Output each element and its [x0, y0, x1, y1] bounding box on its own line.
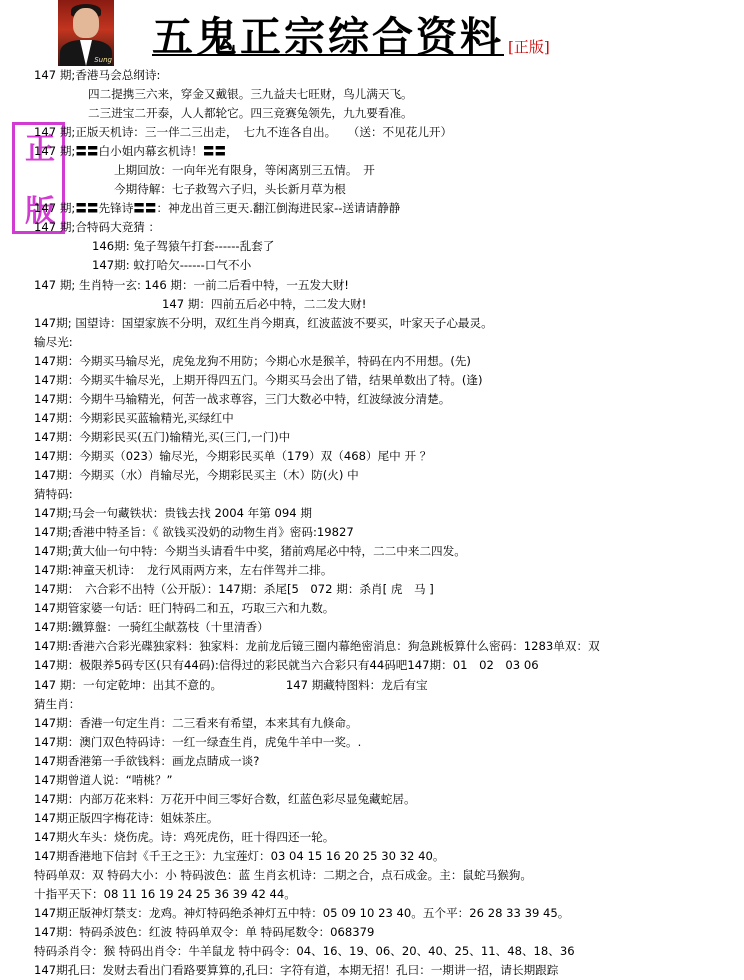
- text-line: 147期; 国望诗：国望家族不分明，双红生肖今期真，红波蓝波不要买，叶家天子心最灵。: [34, 315, 493, 330]
- text-line: 十指平天下：08 11 16 19 24 25 36 39 42 44。: [34, 887, 296, 902]
- text-line: 147期：今期彩民买蓝输精光,买绿红中: [34, 410, 234, 425]
- text-line: 147期;马会一句藏铁状：贵钱去找 2004 年第 094 期: [34, 506, 312, 521]
- text-line: 147期;香港中特圣旨：《 欲钱买没奶的动物生肖》密码:19827: [34, 525, 354, 540]
- text-line: 147期:香港六合彩光碟独家料：独家料：龙前龙后镜三圈内幕绝密消息：狗急跳板算什么密码：1283单双：双: [34, 639, 600, 654]
- text-line: 147 期;〓〓白小姐内幕玄机诗！〓〓: [34, 144, 227, 159]
- edition-tag: [正版]: [508, 38, 550, 56]
- text-line: 147 期;正版天机诗：三一伴二三出走， 七九不连各自出。 （送：不见花儿开）: [34, 125, 453, 140]
- text-line: 147期：今期彩民买(五门)输精光,买(三门,一门)中: [34, 429, 291, 444]
- portrait-photo: [58, 0, 114, 66]
- text-line: 147期：今期买牛输尽光，上期开得四五门。今期买马会出了错，结果单数出了特。(逢): [34, 372, 483, 387]
- text-line: 147期曾道人说：“啃桃？”: [34, 772, 173, 787]
- text-line: 147期管家婆一句话：旺门特码二和五，巧取三六和九数。: [34, 601, 335, 616]
- text-line: 147期：澳门双色特码诗：一红一绿查生肖，虎兔牛羊中一奖。.: [34, 734, 362, 749]
- text-line: 147期：特码杀波色：红波 特码单双令：单 特码尾数令：068379: [34, 925, 375, 940]
- text-line: 147 期; 生肖特一玄: 146 期：一前二后看中特，一五发大财!: [34, 277, 349, 292]
- text-line: 147期：极限养5码专区(只有44码):信得过的彩民就当六合彩只有44码吧147期：01 02 03 06: [34, 658, 539, 673]
- text-line: 二三进宝二开泰，人人都轮它。四三竞赛兔领先，九九要看准。: [88, 106, 413, 121]
- text-line: 147期香港地下信封《千王之王》：九宝莲灯：03 04 15 16 20 25 30 32 40。: [34, 848, 445, 863]
- text-line: 147 期：一句定乾坤：出其不意的。 147 期藏特图料：龙后有宝: [34, 677, 428, 692]
- text-line: 147期：今期买（023）输尽光，今期彩民买单（179）双（468）尾中 开 ？: [34, 448, 432, 463]
- text-line: 四二提携三六来，穿金又戴银。三九益夫七旺财，鸟儿满天飞。: [88, 87, 413, 102]
- text-line: 特码单双：双 特码大小：小 特码波色：蓝 生肖玄机诗：二期之合，点石成金。主：鼠蛇马猴狗。: [34, 867, 532, 882]
- text-line: 特码杀肖令：猴 特码出肖令：牛羊鼠龙 特中码令：04、16、19、06、20、40、25、11、48、18、36: [34, 944, 575, 959]
- text-line: 147期:神童天机诗： 龙行风雨两方来，左右伴驾并二排。: [34, 563, 333, 578]
- text-line: 147期:鐵算盤：一骑红尘献荔枝（十里清香）: [34, 620, 269, 635]
- text-line: 146期: 兔子驾猿午打套------乱套了: [92, 239, 275, 254]
- page-title: 五鬼正宗综合资料: [152, 13, 504, 61]
- text-line: 147期：今期牛马输精光，何苦一战求尊容，三门大数必中特，红波绿波分清楚。: [34, 391, 451, 406]
- text-line: 147期孔曰：发财去看出门看路要算算的,孔曰：字符有道，本期无招！孔曰：一期讲一招，请长期跟踪: [34, 963, 559, 978]
- stamp-char-2: 版: [25, 194, 55, 229]
- text-line: 上期回放：一向年光有限身，等闲离别三五情。 开: [114, 163, 375, 178]
- text-line: 147 期;香港马会总纲诗:: [34, 68, 161, 82]
- text-line: 147期：今期买（水）肖输尽光，今期彩民买主（木）防(火) 中: [34, 467, 359, 482]
- text-line: 147期: 蚊打哈欠------口气不小: [92, 258, 252, 273]
- text-line: 147期正版神灯禁支：龙鸡。神灯特码绝杀神灯五中特：05 09 10 23 40。五个平：26 28 33 39 45。: [34, 906, 570, 921]
- text-line: 147 期;合特码大竞猜 ：: [34, 220, 161, 235]
- text-line: 147期：内部万花来料：万花开中间三零好合数，红蓝色彩尽显兔藏蛇居。: [34, 791, 416, 806]
- text-line: 147期;黄大仙一句中特：今期当头请看牛中奖，猪前鸡尾必中特，二二中来二四发。: [34, 544, 466, 559]
- text-line: 今期待解：七子救驾六子归，头长新月草为根: [114, 182, 346, 197]
- text-line: 147期火车头：烧伤虎。诗：鸡死虎伤，旺十得四还一轮。: [34, 829, 335, 844]
- text-line: 147期香港第一手欲钱料：画龙点睛成一谈?: [34, 753, 260, 768]
- section-heading: 猜特码:: [34, 487, 73, 502]
- section-heading: 猜生肖：: [34, 696, 81, 711]
- text-line: 147期正版四字梅花诗：姐妹茶庄。: [34, 810, 219, 825]
- section-heading: 输尽光:: [34, 334, 73, 349]
- text-line: 147期：香港一句定生肖：二三看来有希望，本来其有九倏命。: [34, 715, 358, 730]
- prediction-text-body: [34, 66, 734, 980]
- text-line: 147 期;〓〓先锋诗〓〓：神龙出首三更天.翻江倒海进民家--送请请静静: [34, 201, 401, 216]
- text-line: 147期： 六合彩不出特（公开版）：147期：杀尾[5 072 期：杀肖[ 虎 马 ]: [34, 582, 434, 597]
- text-line: 147 期：四前五后必中特，二二发大财!: [162, 296, 367, 311]
- text-line: 147期：今期买马输尽光，虎兔龙狗不用防；今期心水是猴羊，特码在内不用想。(先): [34, 353, 471, 368]
- stamp-char-1: 正: [25, 132, 55, 167]
- photo-signature: Sung: [94, 56, 112, 64]
